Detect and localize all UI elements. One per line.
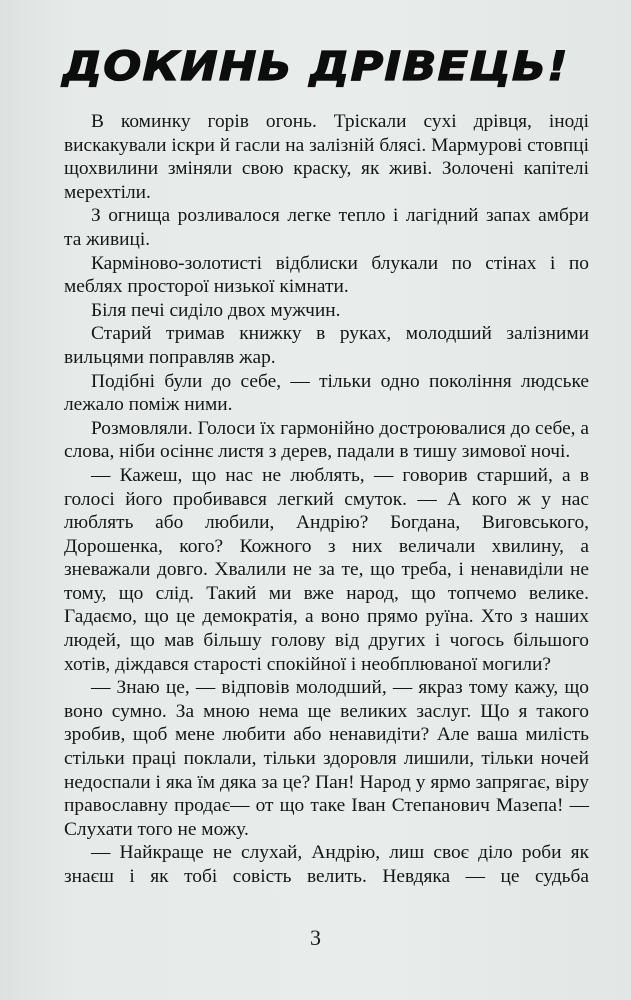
paragraph: — Знаю це, — відповів молодший, — якраз тому кажу, що воно сумно. За мною нема ще великих заслуг. Що я такого зробив, щоб мене любити або ненавидіти? Але ваша милість стільки праці поклали, тільки здоровля лишили, тільки ночей недоспали і яка їм дяка за це? Пан! Народ у ярмо запрягає, віру православну продає— от що таке Іван Степанович Мазепа! — Слухати того не можу. xyxy=(64,677,589,840)
chapter-title: ДОКИНЬ ДРІВЕЦЬ! xyxy=(62,44,569,90)
paragraph: Біля печі сиділо двох мужчин. xyxy=(91,299,341,321)
paragraph: Старий тримав книжку в руках, молодший залізними вильцями поправляв жар. xyxy=(64,323,589,368)
paragraph: В коминку горів огонь. Тріскали сухі дрівця, іноді вискакували іскри й гасли на залізній блясі. Мармурові стовпці щохвилини зміняли свою краску, як живі. Золочені капітелі мерехтіли. xyxy=(64,111,589,203)
paragraph: З огнища розливалося легке тепло і лагідний запах амбри та живиці. xyxy=(64,205,589,250)
paragraph: Розмовляли. Голоси їх гармонійно достроювалися до себе, а слова, ніби осіннє листя з дерев, падали в тишу зимової ночі. xyxy=(64,417,589,463)
paragraph: Карміново-золотисті відблиски блукали по стінах і по меблях просторої низької кімнати. xyxy=(64,252,589,298)
body-text xyxy=(64,110,589,889)
page-number: 3 xyxy=(310,925,321,950)
paragraph: Подібні були до себе, — тільки одно покоління людське лежало поміж ними. xyxy=(64,370,589,416)
paragraph: — Найкраще не слухай, Андрію, лиш своє діло роби як знаєш і як тобі совість велить. Невдяка — це судьба xyxy=(64,842,589,887)
paragraph: — Кажеш, що нас не люблять, — говорив старший, а в голосі його пробивався легкий смуток. — А кого ж у нас люблять або любили, Андрію? Богдана, Виговського, Дорошенка, кого? Кожного з них величали хвилину, а зневажали довго. Хвалили не за те, що треба, і ненавиділи не тому, що слід. Такий ми вже народ, що топчемо велике. Гадаємо, що це демократія, а воно прямо руїна. Хто з наших людей, що мав більшу голову від других і чогось більшого хотів, діждався старості спокійної і необплюваної могили? xyxy=(64,464,589,675)
